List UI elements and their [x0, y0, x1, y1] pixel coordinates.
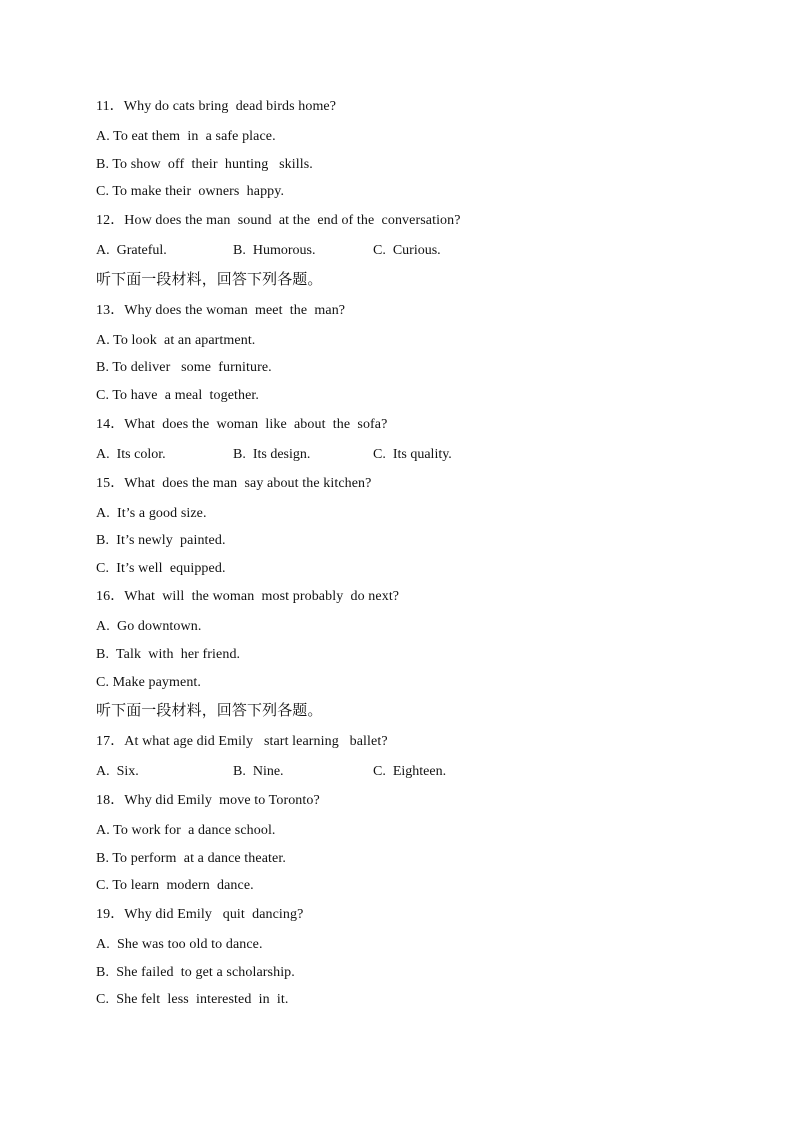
question-12-option-c: C. Curious.	[373, 243, 441, 258]
question-17-option-a: A. Six.	[96, 764, 139, 779]
question-15-option-a: A. It’s a good size.	[96, 506, 207, 521]
section-header: 听下面一段材料，回答下列各题。	[96, 270, 323, 288]
question-11-option-a: A. To eat them in a safe place.	[96, 129, 276, 144]
question-19-stem: 19．Why did Emily quit dancing?	[96, 907, 304, 922]
question-14-stem: 14．What does the woman like about the sofa?	[96, 417, 388, 432]
question-11-option-c: C. To make their owners happy.	[96, 184, 285, 199]
question-14-option-a: A. Its color.	[96, 447, 166, 462]
question-19-option-a: A. She was too old to dance.	[96, 937, 263, 952]
question-13-option-c: C. To have a meal together.	[96, 388, 260, 403]
question-17-options	[96, 763, 696, 781]
question-19-option-c: C. She felt less interested in it.	[96, 992, 289, 1007]
question-18-option-b: B. To perform at a dance theater.	[96, 851, 286, 866]
question-13-option-a: A. To look at an apartment.	[96, 333, 256, 348]
question-16-option-c: C. Make payment.	[96, 675, 202, 690]
question-15-option-b: B. It’s newly painted.	[96, 533, 226, 548]
question-17-option-c: C. Eighteen.	[373, 764, 447, 779]
question-15-stem: 15．What does the man say about the kitchen?	[96, 476, 372, 491]
question-16-stem: 16．What will the woman most probably do next?	[96, 589, 400, 604]
question-14-option-c: C. Its quality.	[373, 447, 452, 462]
question-11-option-b: B. To show off their hunting skills.	[96, 157, 313, 172]
question-13-stem: 13．Why does the woman meet the man?	[96, 303, 346, 318]
question-18-option-c: C. To learn modern dance.	[96, 878, 254, 893]
question-17-stem: 17．At what age did Emily start learning ballet?	[96, 734, 388, 749]
question-19-option-b: B. She failed to get a scholarship.	[96, 965, 295, 980]
question-16-option-b: B. Talk with her friend.	[96, 647, 241, 662]
question-12-stem: 12．How does the man sound at the end of the conversation?	[96, 213, 461, 228]
question-12-option-b: B. Humorous.	[233, 243, 316, 258]
question-13-option-b: B. To deliver some furniture.	[96, 360, 272, 375]
question-15-option-c: C. It’s well equipped.	[96, 561, 226, 576]
question-12-options	[96, 242, 696, 260]
question-14-options	[96, 446, 696, 464]
question-11-stem: 11．Why do cats bring dead birds home?	[96, 99, 337, 114]
question-18-stem: 18．Why did Emily move to Toronto?	[96, 793, 320, 808]
question-16-option-a: A. Go downtown.	[96, 619, 202, 634]
section-header: 听下面一段材料，回答下列各题。	[96, 701, 323, 719]
question-18-option-a: A. To work for a dance school.	[96, 823, 276, 838]
question-17-option-b: B. Nine.	[233, 764, 284, 779]
question-12-option-a: A. Grateful.	[96, 243, 167, 258]
question-14-option-b: B. Its design.	[233, 447, 311, 462]
